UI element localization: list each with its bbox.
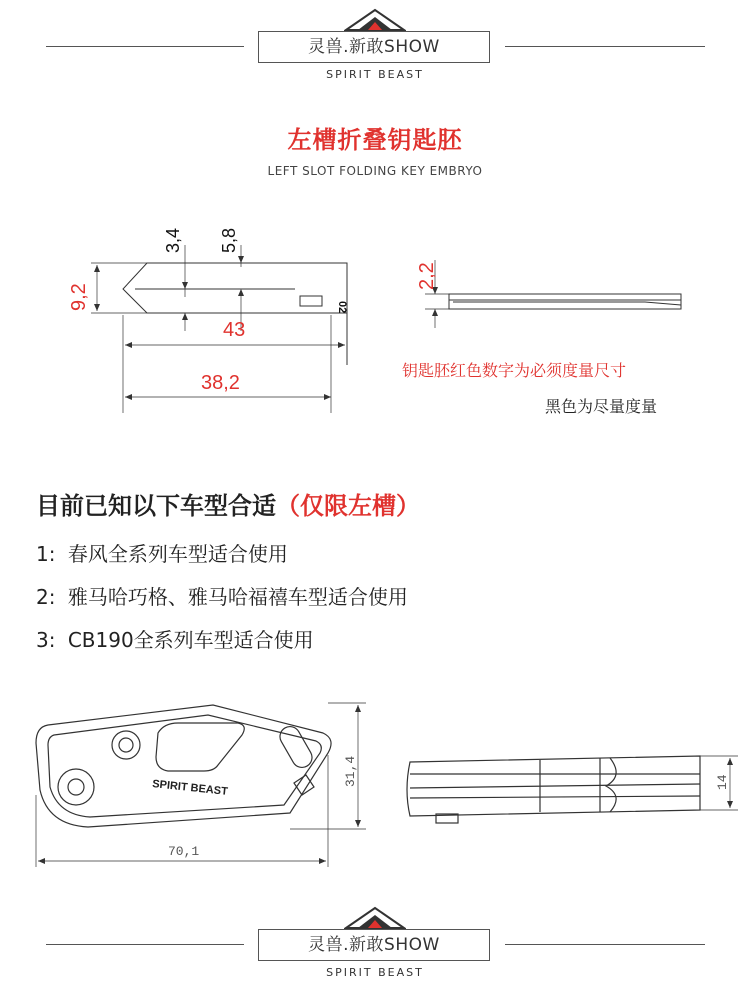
dim-height: 31,4 xyxy=(343,755,358,787)
note-red-dimensions: 钥匙胚红色数字为必须度量尺寸 xyxy=(402,361,627,380)
note-black-dimensions: 黑色为尽量度量 xyxy=(545,397,658,416)
brand-divider-left-bottom xyxy=(46,944,244,945)
brand-divider-right-bottom xyxy=(505,944,705,945)
dim-38-2: 38,2 xyxy=(201,372,240,394)
brand-divider-left-top xyxy=(46,46,244,47)
dim-2-2: 2,2 xyxy=(416,262,438,290)
brand-subtitle-bottom: SPIRIT BEAST xyxy=(326,966,424,979)
engraving-text: SPIRIT BEAST xyxy=(151,778,229,798)
brand-name: 灵兽.新敢SHOW xyxy=(308,935,440,955)
list-item-number: 3: xyxy=(36,628,56,652)
key-side-view-drawing xyxy=(405,250,690,330)
dim-43: 43 xyxy=(223,319,246,341)
page-title: 左槽折叠钥匙胚 xyxy=(287,126,463,154)
list-item xyxy=(36,538,716,567)
page-subtitle: LEFT SLOT FOLDING KEY EMBRYO xyxy=(267,164,483,178)
dim-5-8: 5,8 xyxy=(219,227,239,253)
key-body-side-drawing xyxy=(400,740,745,835)
list-item-number: 2: xyxy=(36,585,56,609)
brand-name-box-bottom xyxy=(258,929,490,961)
brand-divider-right-top xyxy=(505,46,705,47)
list-item xyxy=(36,624,716,653)
dim-3-4: 3,4 xyxy=(163,227,183,253)
brand-logo-bottom xyxy=(344,906,406,930)
list-item-number: 1: xyxy=(36,542,56,566)
brand-logo-top xyxy=(344,8,406,32)
brand-name: 灵兽.新敢SHOW xyxy=(308,37,440,57)
brand-subtitle-top: SPIRIT BEAST xyxy=(326,68,424,81)
list-item xyxy=(36,581,716,610)
list-item-text: 雅马哈巧格、雅马哈福禧车型适合使用 xyxy=(67,585,408,609)
compat-heading-text: 目前已知以下车型合适 xyxy=(36,492,276,520)
key-blank-drawing xyxy=(55,205,365,420)
compat-heading-red: （仅限左槽） xyxy=(276,492,420,520)
key-body-front-drawing xyxy=(28,695,373,870)
list-item-text: CB190全系列车型适合使用 xyxy=(67,628,314,652)
compat-heading xyxy=(36,486,716,521)
list-item-text: 春风全系列车型适合使用 xyxy=(67,542,288,566)
dim-9-2: 9,2 xyxy=(68,283,90,311)
dim-side-mark: 02 xyxy=(336,301,348,314)
dim-thickness: 14 xyxy=(715,774,730,790)
brand-name-box-top xyxy=(258,31,490,63)
dim-length: 70,1 xyxy=(168,844,200,859)
